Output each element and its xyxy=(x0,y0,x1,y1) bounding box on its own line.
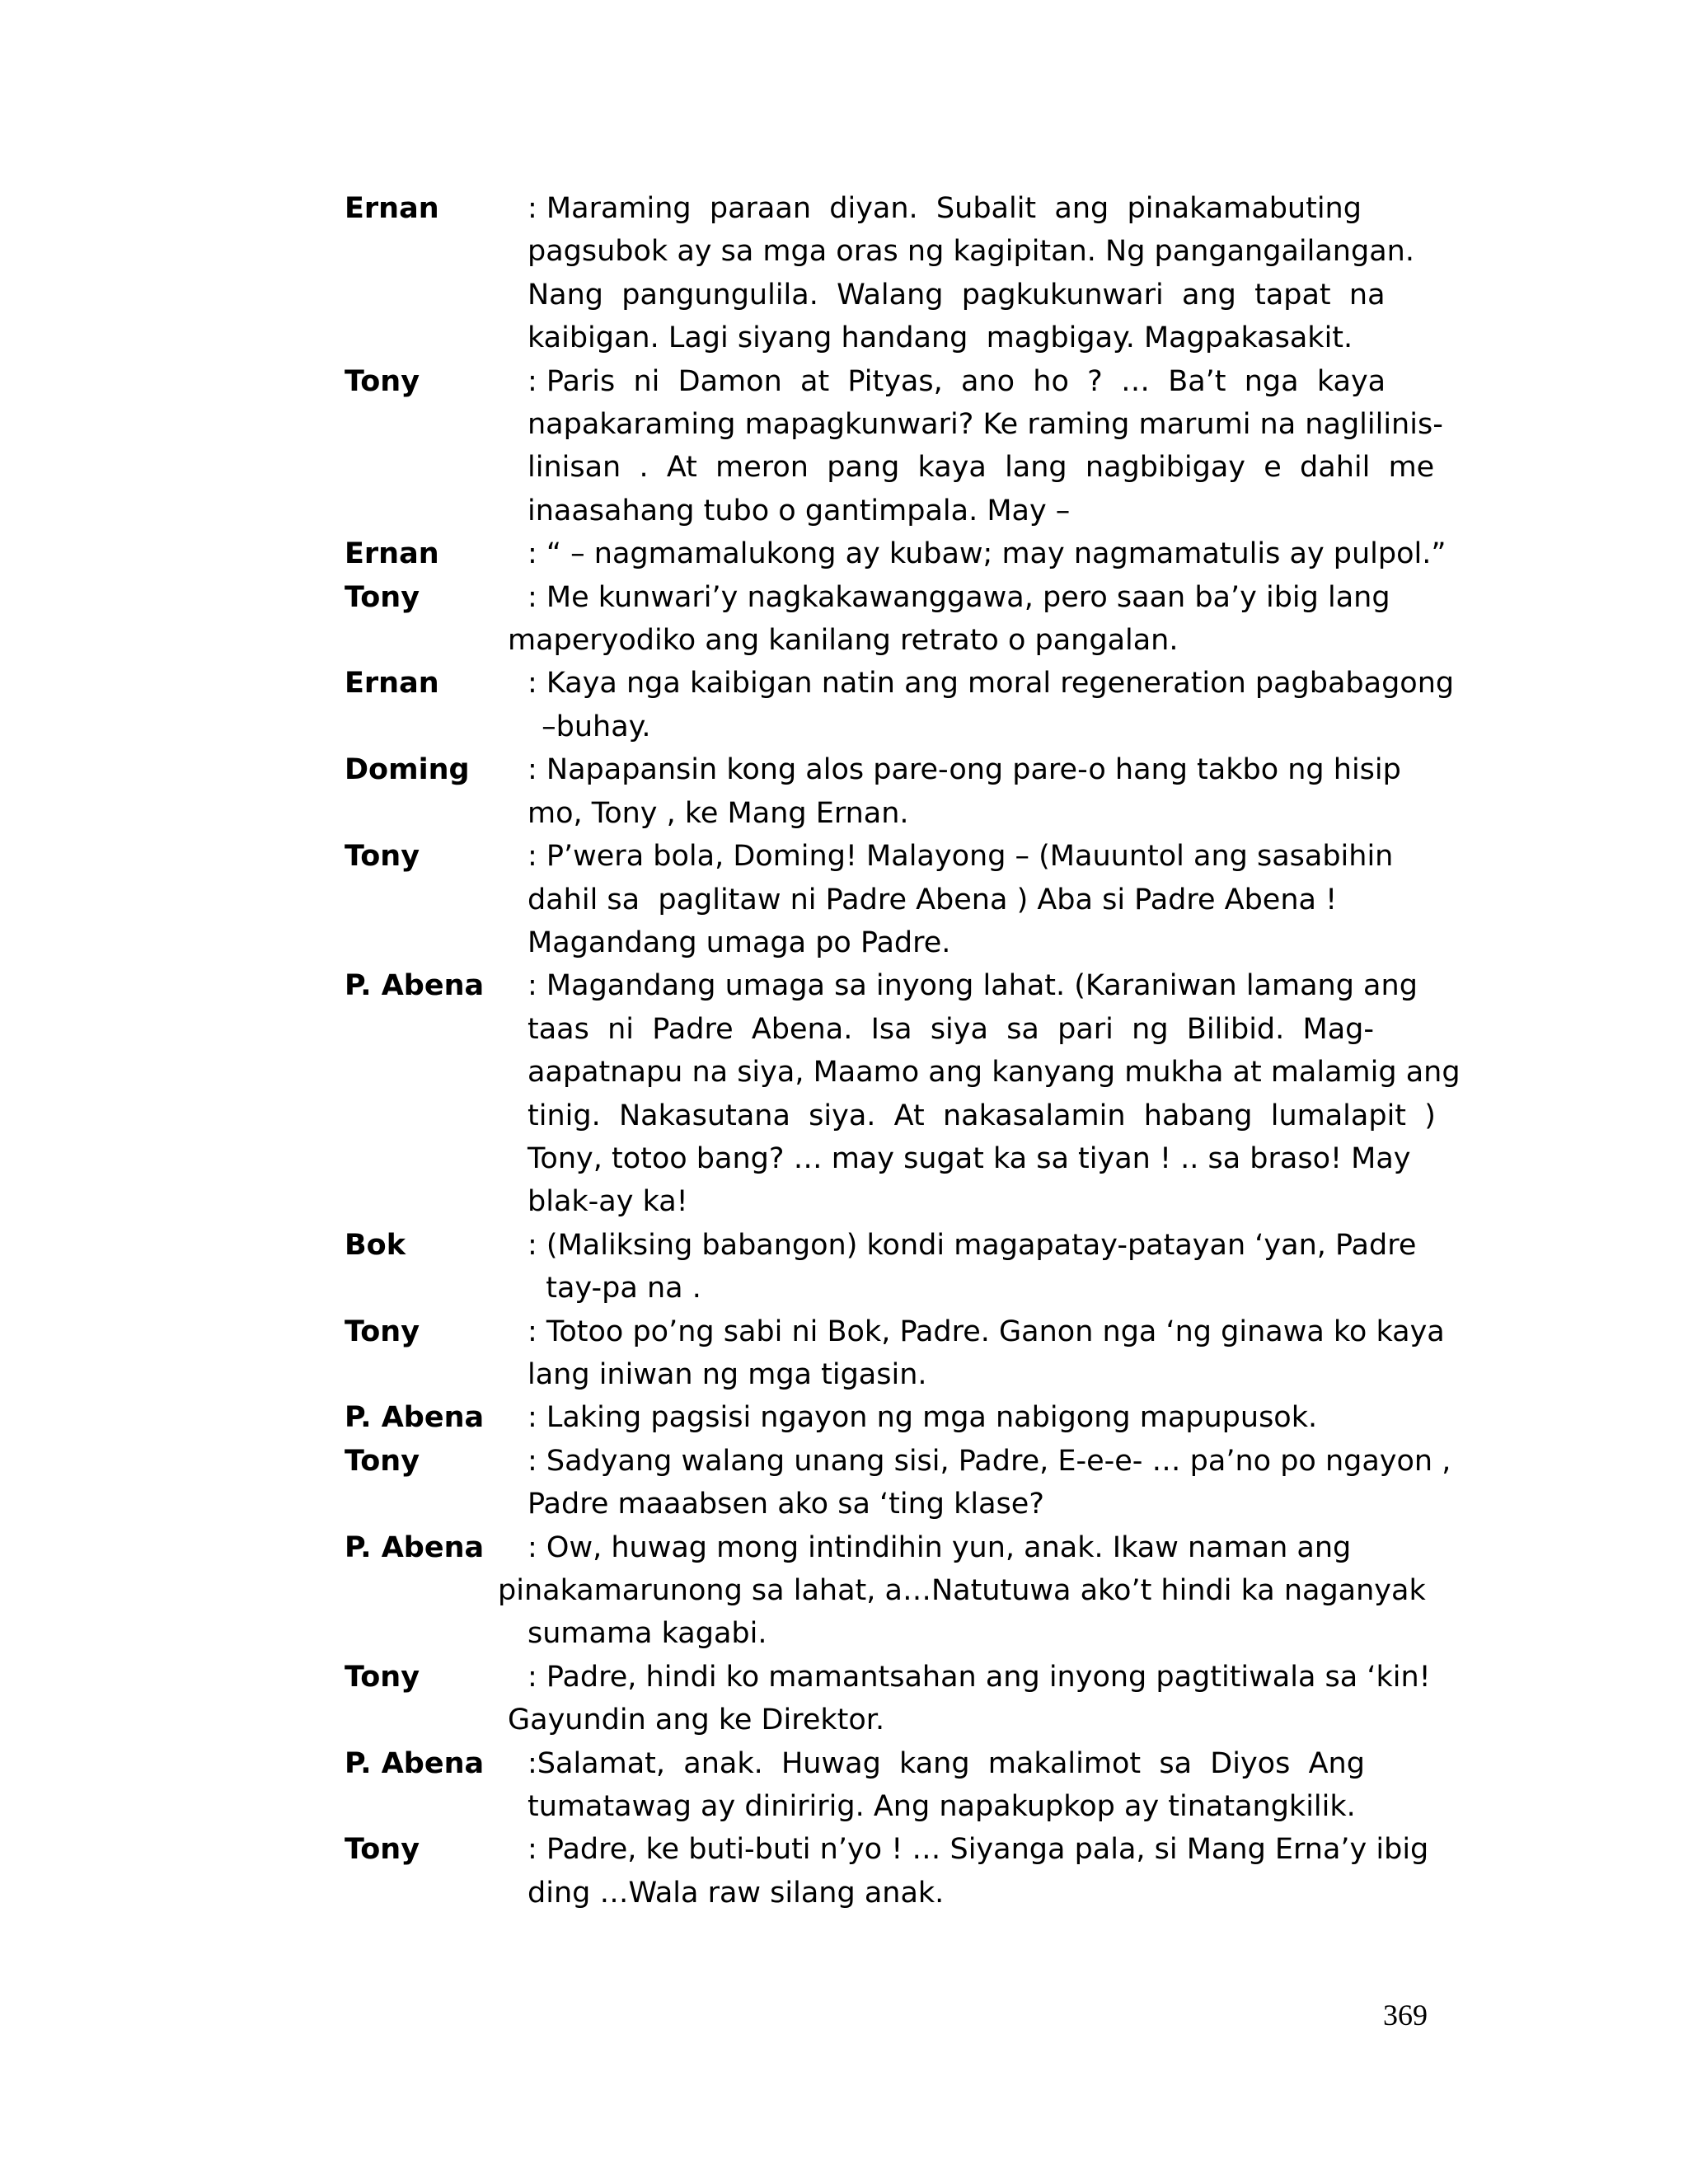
dialogue-line: inaasahang tubo o gantimpala. May – xyxy=(528,494,1071,527)
dialogue-entry xyxy=(345,1440,1451,1526)
dialogue-line: : P’wera bola, Doming! Malayong – (Mauuntol ang sasabihin xyxy=(528,840,1394,874)
dialogue-line: : Padre, hindi ko mamantsahan ang inyong pagtitiwala sa ‘kin! xyxy=(528,1660,1431,1694)
speaker-name: Tony xyxy=(345,840,420,874)
speaker-name: Bok xyxy=(345,1228,406,1262)
speaker-name: P. Abena xyxy=(345,969,485,1003)
dialogue-entry xyxy=(345,1224,1416,1310)
dialogue-line: maperyodiko ang kanilang retrato o pangalan. xyxy=(508,624,1179,658)
dialogue-line: : Ow, huwag mong intindihin yun, anak. Ikaw naman ang xyxy=(528,1530,1352,1564)
dialogue-line: tay-pa na . xyxy=(528,1272,701,1305)
dialogue-line: :Salamat, anak. Huwag kang makalimot sa Diyos Ang xyxy=(528,1746,1365,1780)
dialogue-entry xyxy=(345,1526,1426,1656)
dialogue-text xyxy=(528,360,1443,533)
dialogue-text xyxy=(528,1310,1445,1397)
dialogue-entry xyxy=(345,187,1416,360)
dialogue-line: Magandang umaga po Padre. xyxy=(528,926,951,959)
speaker-name: Ernan xyxy=(345,192,439,225)
dialogue-entry xyxy=(345,835,1416,964)
dialogue-text xyxy=(528,1440,1451,1526)
dialogue-line: : Padre, ke buti-buti n’yo ! … Siyanga pala, si Mang Erna’y ibig xyxy=(528,1833,1429,1867)
speaker-name: Tony xyxy=(345,1660,420,1694)
dialogue-entry xyxy=(345,964,1461,1223)
dialogue-text xyxy=(528,1742,1365,1829)
dialogue-line: tumatawag ay diniririg. Ang napakupkop ay tinatangkilik. xyxy=(528,1790,1356,1824)
dialogue-entry xyxy=(345,576,1416,663)
dialogue-text xyxy=(528,532,1447,575)
dialogue-text xyxy=(498,1526,1426,1656)
speaker-name: Ernan xyxy=(345,667,439,701)
dialogue-text xyxy=(508,576,1390,663)
speaker-name: Doming xyxy=(345,753,470,787)
dialogue-script xyxy=(345,187,1461,1915)
speaker-name: Tony xyxy=(345,1315,420,1348)
dialogue-line: : Sadyang walang unang sisi, Padre, E-e-e- … pa’no po ngayon , xyxy=(528,1444,1451,1478)
dialogue-line: : Maraming paraan diyan. Subalit ang pinakamabuting xyxy=(528,192,1362,225)
dialogue-line: Gayundin ang ke Direktor. xyxy=(508,1704,885,1737)
dialogue-text xyxy=(508,1656,1431,1742)
dialogue-line: tinig. Nakasutana siya. At nakasalamin habang lumalapit ) xyxy=(528,1099,1436,1132)
speaker-name: Ernan xyxy=(345,537,439,571)
dialogue-text xyxy=(528,1828,1428,1915)
dialogue-line: pinakamarunong sa lahat, a…Natutuwa ako’t hindi ka naganyak xyxy=(498,1574,1426,1607)
dialogue-line: : Magandang umaga sa inyong lahat. (Karaniwan lamang ang xyxy=(528,969,1418,1003)
dialogue-entry xyxy=(345,1656,1431,1742)
dialogue-text xyxy=(528,662,1454,748)
dialogue-line: taas ni Padre Abena. Isa siya sa pari ng Bilibid. Mag- xyxy=(528,1012,1375,1046)
dialogue-line: dahil sa paglitaw ni Padre Abena ) Aba si Padre Abena ! xyxy=(528,883,1338,916)
dialogue-line: napakaraming mapagkunwari? Ke raming marumi na naglilinis- xyxy=(528,408,1443,442)
dialogue-entry xyxy=(345,360,1443,533)
page-number: 369 xyxy=(1383,1999,1428,2032)
dialogue-line: : Totoo po’ng sabi ni Bok, Padre. Ganon nga ‘ng ginawa ko kaya xyxy=(528,1315,1445,1348)
dialogue-line: : Paris ni Damon at Pityas, ano ho ? … Ba’t nga kaya xyxy=(528,364,1386,398)
dialogue-line: : (Maliksing babangon) kondi magapatay-patayan ‘yan, Padre xyxy=(528,1228,1417,1262)
speaker-name: Tony xyxy=(345,1444,420,1478)
speaker-name: Tony xyxy=(345,580,420,614)
dialogue-line: sumama kagabi. xyxy=(528,1617,767,1651)
dialogue-text xyxy=(528,835,1393,964)
dialogue-entry xyxy=(345,748,1416,835)
dialogue-line: pagsubok ay sa mga oras ng kagipitan. Ng pangangailangan. xyxy=(528,235,1414,269)
speaker-name: P. Abena xyxy=(345,1401,485,1435)
dialogue-entry xyxy=(345,532,1447,575)
dialogue-line: : Napapansin kong alos pare-ong pare-o hang takbo ng hisip xyxy=(528,753,1401,787)
dialogue-text xyxy=(528,748,1401,835)
dialogue-text xyxy=(528,964,1461,1223)
dialogue-entry xyxy=(345,662,1455,748)
speaker-name: P. Abena xyxy=(345,1746,485,1780)
dialogue-line: ding …Wala raw silang anak. xyxy=(528,1876,945,1910)
dialogue-line: : “ – nagmamalukong ay kubaw; may nagmamatulis ay pulpol.” xyxy=(528,537,1447,571)
dialogue-line: Tony, totoo bang? … may sugat ka sa tiyan ! .. sa braso! May xyxy=(528,1141,1411,1175)
dialogue-entry xyxy=(345,1310,1445,1397)
speaker-name: Tony xyxy=(345,364,420,398)
dialogue-entry xyxy=(345,1742,1416,1829)
dialogue-line: : Me kunwari’y nagkakawanggawa, pero saan ba’y ibig lang xyxy=(528,580,1390,614)
dialogue-line: : Laking pagsisi ngayon ng mga nabigong mapupusok. xyxy=(528,1401,1318,1435)
dialogue-line: mo, Tony , ke Mang Ernan. xyxy=(528,796,909,830)
dialogue-line: aapatnapu na siya, Maamo ang kanyang mukha at malamig ang xyxy=(528,1056,1461,1090)
dialogue-line: linisan . At meron pang kaya lang nagbibigay e dahil me xyxy=(528,451,1435,485)
dialogue-line: Padre maaabsen ako sa ‘ting klase? xyxy=(528,1488,1044,1521)
dialogue-text xyxy=(528,1224,1416,1310)
speaker-name: P. Abena xyxy=(345,1530,485,1564)
dialogue-line: : Kaya nga kaibigan natin ang moral regeneration pagbabagong xyxy=(528,667,1455,701)
dialogue-text xyxy=(528,1396,1317,1439)
speaker-name: Tony xyxy=(345,1833,420,1867)
dialogue-line: Nang pangungulila. Walang pagkukunwari ang tapat na xyxy=(528,278,1386,312)
dialogue-line: lang iniwan ng mga tigasin. xyxy=(528,1357,927,1391)
dialogue-line: –buhay. xyxy=(532,710,651,743)
dialogue-entry xyxy=(345,1396,1416,1439)
dialogue-entry xyxy=(345,1828,1429,1915)
dialogue-line: blak-ay ka! xyxy=(528,1185,688,1219)
dialogue-line: kaibigan. Lagi siyang handang magbigay. Magpakasakit. xyxy=(528,321,1353,355)
dialogue-text xyxy=(528,187,1414,360)
